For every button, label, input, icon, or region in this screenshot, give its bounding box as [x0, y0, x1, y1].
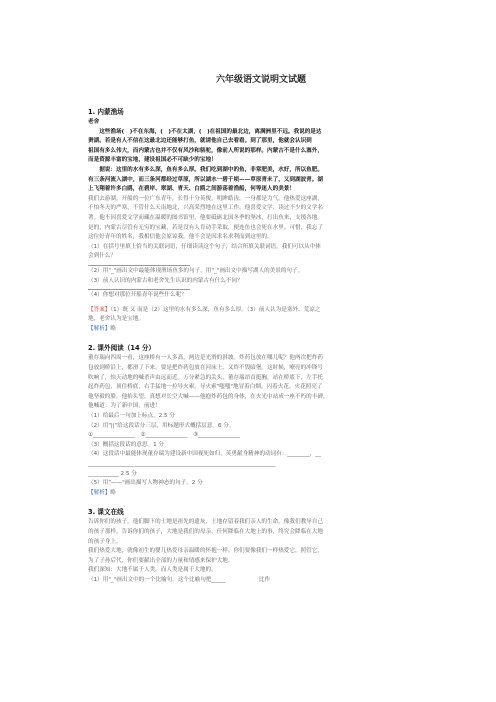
analysis-tag: 【解析】 — [88, 489, 111, 496]
s1-question-4: （4）你想对那位开船青年说些什么呢？ — [88, 292, 187, 299]
answer-text: （1）既 又 而是（2）这里的水有多么深，鱼有多么厚。（3）前人认为是塞外、荒凉之 — [110, 306, 321, 313]
s1-para-line: 是的，内蒙古尽管有无穷的宝藏，若是没有人肯动手采取，便连鱼也会死在水里。可惜，我忘了 — [88, 224, 323, 231]
s2-para-line: 董存瑞向四周一看，这座桥有一人多高，两边是光滑的斜坡。炸药包放在哪儿呢？他两次把炸药 — [88, 355, 323, 362]
s2-para-line: 吹响了，惊天动地的喊杀声由远而近。万分紧急的关头，董存瑞昂首挺胸，站在桥底下，左手托 — [88, 374, 323, 381]
s2-question: （4）这段话中最能体现董存瑞为建设新中国视死如归，英勇献身精神的动词有：________，__ — [88, 451, 321, 458]
s2-para-line: 他坚毅的脸，他抬头望，真想对长空大喊——他抱炸药包的身体，在火光中站成一座不朽的丰碑。 — [88, 393, 329, 400]
s1-para-line: 不怕冬天的严寒，不管什么天南地北，兴高采烈地在这里工作。他喜爱文学，读过不少的文学名 — [88, 205, 323, 212]
s1-question-2: （2）用"_"画出文中最能体现渔场鱼多的句子，用"_"画出文中描写湖人的美景的句子。 — [88, 267, 304, 274]
s3-para-line: 的孩子身上。 — [88, 538, 122, 545]
s2-question: （2）用"||"给这段话分三层，用标题形式概括层意。6 分。 — [88, 422, 235, 429]
s2-question: （1）给最后一句加上标点。2.5 分 — [88, 413, 175, 420]
s3-para-line: 告诉你们的孩子，他们脚下的土地是祖先的遗灰，土地存留着我们亲人的生命。像我们教导自己 — [88, 519, 323, 526]
s1-para-line: 而是资源丰富的宝地，建设祖国必不可缺少的宝地！ — [88, 157, 217, 164]
section-3-heading: 3. 课文在线 — [88, 508, 124, 517]
section-1-author: 老舍 — [88, 119, 100, 125]
analysis-text: 略 — [110, 325, 116, 332]
answer-line — [88, 289, 190, 290]
s3-question-1: （1）用"_"画出文中的一个比喻句。这个比喻句把_____ 比作 — [88, 576, 271, 583]
s2-question: （3）概括这段话的意思。1 分 — [88, 441, 165, 448]
s1-question-1-cont: 会到什么？ — [88, 253, 116, 260]
s2-question: ___________________________________________________________________ — [88, 461, 276, 467]
s2-question: ___________ 2.5 分 — [88, 470, 137, 477]
s1-para-line: 据说：这里的水有多么深，鱼有多么厚。我们吃到湖中的鱼，非常肥美，水好，所以鱼肥。 — [88, 166, 323, 173]
section-1-heading: 1. 内蒙渔场 — [88, 108, 124, 116]
analysis-text: 略 — [110, 489, 116, 496]
analysis-tag: 【解析】 — [88, 325, 111, 332]
s3-para-line: 我们热爱大地，就像初生的婴儿热爱母亲温暖的怀抱一样。你们要像我们一样热爱它，照管它， — [88, 548, 323, 555]
s1-para-line: 这些渔场( )不在东海，( )不在太湖，( )在祖国的最北边，离满洲里不远。我说的是达 — [88, 128, 322, 135]
s2-analysis — [88, 489, 434, 499]
s2-para-line: 他喊道：为了新中国，前进！ — [88, 403, 161, 410]
answer-tag: 【答案】 — [88, 306, 111, 313]
s1-answer-cont: 地，老舍认为是宝地。 — [88, 316, 144, 323]
s3-para-line: 的孩子那样，告诉你们的孩子，大地是我们的母亲，任何降临在大地上的事，终究会降临在大地 — [88, 528, 323, 535]
s1-para-line: 祖国有多么伟大，而内蒙古也并不仅有风沙和骆驼，像前人所说的那样。内蒙古不是什么塞外， — [88, 147, 323, 154]
s1-answer — [88, 306, 434, 316]
section-2-heading: 2. 课外阅读（14 分） — [88, 344, 156, 353]
s1-para-line: 上飞翔着许多白鸥，在碧岸、翠湖、青天、白鸥之间游荡着渔船，何等迷人的美景！ — [88, 186, 295, 193]
s1-para-line: 有三条河流入湖中，而三条河都经过草原，所以湖水一碧千顷——草原青未了，又到湖波青。湖 — [88, 176, 323, 183]
s2-para-line: 起炸药包，顶住桥底，右手猛地一拉导火索。导火索"嗤嗤"地冒着白烟，闪着火花。火花照亮了 — [88, 384, 323, 391]
s3-para-line: 我们深知：大地不属于人类，而人类是属于大地的。 — [88, 567, 217, 574]
s1-question-3: （3）前人认识的内蒙古和老舍先生认识的内蒙古有什么不同？ — [88, 277, 243, 284]
s2-question: （5）用"——"画出描写人物神态的句子。2 分 — [88, 480, 203, 487]
s1-para-line: 赉湖。若是有人不信在这最北边还能够打鱼，就请他自己去看看。到了那里，他就会认识到 — [88, 138, 312, 145]
s1-para-line: 这位好青年的姓名，我相信他会原谅我。他不会是因求名求利而到这里的。 — [88, 234, 273, 241]
s1-para-line: 我们去游湖。开船的一位广东青年，长得十分英俊，明眸皓齿，一身都是力气。他热爱这座湖， — [88, 195, 323, 202]
s2-para-line: 包放到桥沿上，都滑了下来。要是把炸药包放在河床上，又炸不毁暗堡。这时候，嘹亮的冲锋号 — [88, 365, 323, 372]
s1-question-1: （1）在括号里填上恰当的关联词语，仔细读读这个句子，结合所填关联词语，我们可以从中体 — [88, 243, 321, 250]
document-title: 六年级语文说明文试题 — [215, 75, 306, 85]
answer-line — [88, 265, 190, 266]
s2-question: ①_______________ ②_______________ ③_______________ — [88, 432, 241, 439]
s3-para-line: 为了子孙后代，你们要献出全部的力量和情感来保护大地。 — [88, 557, 234, 564]
s1-para-line: 著。他不因喜爱文学而藏在温暖的图书馆里，他要砥砺北国冬季的坚冰，打出鱼来，支援各地。 — [88, 214, 323, 221]
s1-analysis — [88, 325, 434, 335]
